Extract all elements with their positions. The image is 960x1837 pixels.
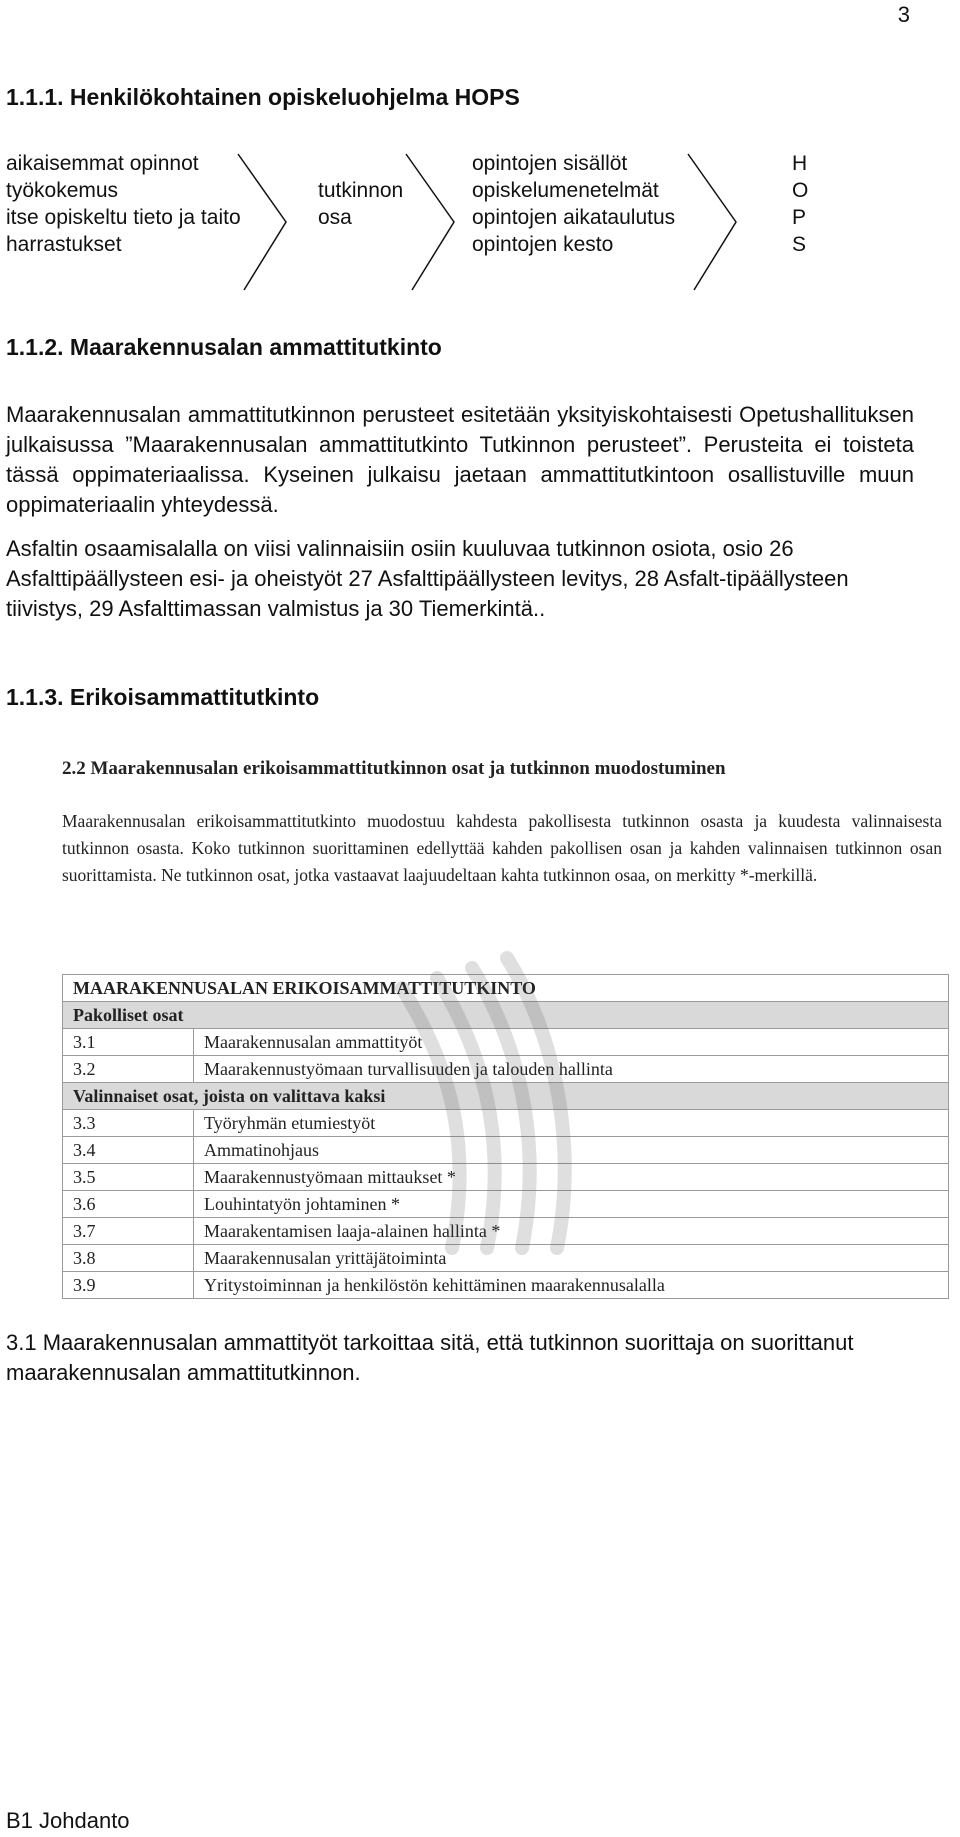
section-heading-erikoisammattitutkinto: 1.1.3. Erikoisammattitutkinto [6, 684, 320, 710]
part-name: Maarakennusalan yrittäjätoiminta [194, 1245, 949, 1272]
flow-item: opintojen kesto [472, 233, 614, 256]
flow-letter: O [792, 179, 809, 202]
flow-item: osa [318, 206, 352, 229]
part-name: Maarakennustyömaan turvallisuuden ja talouden hallinta [194, 1056, 949, 1083]
part-number: 3.8 [63, 1245, 194, 1272]
chevron-3 [688, 154, 736, 290]
paragraph-note: 3.1 Maarakennusalan ammattityöt tarkoittaa sitä, että tutkinnon suorittaja on suorittanut maarakennusalan ammattitutkinnon. [6, 1330, 854, 1385]
flow-letter: S [792, 233, 807, 256]
flow-col-content [472, 150, 675, 258]
paragraph-perusteet: Maarakennusalan ammattitutkinnon perusteet esitetään yksityiskohtaisesti Opetushallituksen julkaisussa ”Maarakennusalan ammattitutkinto Tutkinnon perusteet”. Perusteita ei toisteta tässä oppimateriaalissa. Kyseinen julkaisu jaetaan ammattitutkintoon osallistuville muun oppimateriaalin yhteydessä. [6, 402, 914, 517]
flow-item: opintojen aikataulutus [472, 206, 676, 229]
paragraph-asfaltti: Asfaltin osaamisalalla on viisi valinnaisiin osiin kuuluvaa tutkinnon osiota, osio 26 Asfalttipäällysteen esi- ja oheistyöt 27 Asfalttipäällysteen levitys, 28 Asfalt-tipäällysteen tiivistys, 29 Asfalttimassan valmistus ja 30 Tiemerkintä.. [6, 536, 849, 621]
part-number: 3.4 [63, 1137, 194, 1164]
part-number: 3.7 [63, 1218, 194, 1245]
flow-letter: H [792, 152, 808, 175]
flow-item: itse opiskeltu tieto ja taito [6, 206, 241, 229]
part-name: Yritystoiminnan ja henkilöstön kehittäminen maarakennusalalla [194, 1272, 949, 1299]
part-number: 3.3 [63, 1110, 194, 1137]
scanned-excerpt [62, 758, 952, 1295]
flow-col-tutkinnon-osa [318, 177, 403, 231]
table-title: MAARAKENNUSALAN ERIKOISAMMATTITUTKINTO [63, 975, 949, 1002]
section-heading-hops: 1.1.1. Henkilökohtainen opiskeluohjelma HOPS [6, 84, 520, 110]
part-number: 3.6 [63, 1191, 194, 1218]
flow-item: aikaisemmat opinnot [6, 152, 199, 175]
part-number: 3.9 [63, 1272, 194, 1299]
part-name: Maarakentamisen laaja-alainen hallinta * [194, 1218, 949, 1245]
page-footer: B1 Johdanto [6, 1808, 130, 1833]
flow-col-hops-letters [792, 150, 808, 258]
flow-item: opiskelumenetelmät [472, 179, 659, 202]
page-number: 3 [897, 2, 910, 27]
flow-letter: P [792, 206, 807, 229]
part-name: Maarakennusalan ammattityöt [194, 1029, 949, 1056]
part-name: Työryhmän etumiestyöt [194, 1110, 949, 1137]
part-number: 3.5 [63, 1164, 194, 1191]
flow-item: työkokemus [6, 179, 119, 202]
part-number: 3.1 [63, 1029, 194, 1056]
group-label: Valinnaiset osat, joista on valittava kaksi [63, 1083, 949, 1110]
part-name: Louhintatyön johtaminen * [194, 1191, 949, 1218]
scan-title: 2.2 Maarakennusalan erikoisammattitutkinnon osat ja tutkinnon muodostuminen [62, 758, 726, 779]
flow-item: opintojen sisällöt [472, 152, 628, 175]
section-heading-ammattitutkinto: 1.1.2. Maarakennusalan ammattitutkinto [6, 334, 442, 360]
chevron-2 [406, 154, 454, 290]
part-name: Ammatinohjaus [194, 1137, 949, 1164]
part-number: 3.2 [63, 1056, 194, 1083]
hops-flow-diagram [6, 150, 946, 300]
chevron-1 [238, 154, 286, 290]
flow-item: harrastukset [6, 233, 122, 256]
watermark-logo [362, 948, 622, 1278]
part-name: Maarakennustyömaan mittaukset * [194, 1164, 949, 1191]
scan-intro: Maarakennusalan erikoisammattitutkinto muodostuu kahdesta pakollisesta tutkinnon osasta ja kuudesta valinnaisesta tutkinnon osasta. Koko tutkinnon suorittaminen edellyttää kahden pakollisen osan ja kahden valinnaisen tutkinnon osan suorittamista. Ne tutkinnon osat, jotka vastaavat laajuudeltaan kahta tutkinnon osaa, on merkitty *-merkillä. [62, 811, 942, 885]
group-label: Pakolliset osat [63, 1002, 949, 1029]
flow-col-background [6, 150, 241, 258]
flow-item: tutkinnon [318, 179, 404, 202]
